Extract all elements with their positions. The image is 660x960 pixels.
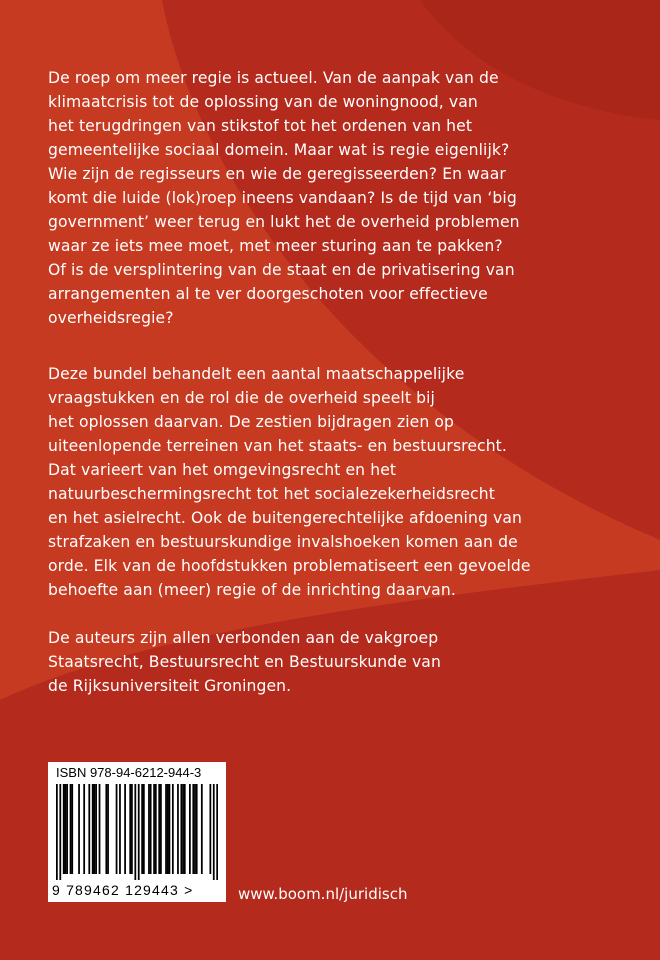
text-line: vraagstukken en de rol die de overheid speelt bij: [48, 389, 435, 407]
barcode-bar: [180, 784, 182, 874]
barcode-bar: [56, 784, 58, 880]
text-line: arrangementen al te ver doorgeschoten voor effectieve: [48, 285, 488, 303]
text-line: het oplossen daarvan. De zestien bijdragen zien op: [48, 413, 455, 431]
isbn-digits: 9 789462 129443 >: [52, 882, 194, 898]
barcode-bar: [94, 784, 96, 874]
paragraph-intro: [48, 66, 628, 330]
barcode-bar: [172, 784, 174, 874]
text-line: en het asielrecht. Ook de buitengerechtelijke afdoening van: [48, 509, 522, 527]
text-line: het terugdringen van stikstof tot het ordenen van het: [48, 117, 473, 135]
barcode-bar: [59, 784, 61, 880]
text-line: Of is de versplintering van de staat en de privatisering van: [48, 261, 515, 279]
publisher-url[interactable]: www.boom.nl/juridisch: [238, 885, 408, 903]
text-line: klimaatcrisis tot de oplossing van de woningnood, van: [48, 93, 478, 111]
text-line: orde. Elk van de hoofdstukken problematiseert een gevoelde: [48, 557, 531, 575]
barcode-bar: [63, 784, 65, 874]
barcode-bar: [78, 784, 80, 874]
barcode-bar: [65, 784, 67, 874]
barcode-bar: [129, 784, 131, 874]
barcode-bar: [70, 784, 72, 874]
barcode-bar: [141, 784, 143, 874]
text-line: Wie zijn de regisseurs en wie de geregisseerden? En waar: [48, 165, 506, 183]
barcode-bar: [192, 784, 194, 874]
barcode-bar: [83, 784, 85, 874]
barcode-bar: [99, 784, 101, 874]
text-line: waar ze iets mee moet, met meer sturing aan te pakken?: [48, 237, 503, 255]
paragraph-authors: [48, 626, 628, 698]
barcode-bar: [194, 784, 196, 874]
barcode-bar: [158, 784, 160, 874]
barcode-bar: [148, 784, 150, 874]
barcode-bar: [196, 784, 198, 874]
text-line: Deze bundel behandelt een aantal maatschappelijke: [48, 365, 465, 383]
barcode-bar: [71, 784, 73, 874]
barcode-bar: [124, 784, 126, 874]
text-line: natuurbeschermingsrecht tot het socialezekerheidsrecht: [48, 485, 495, 503]
text-line: Staatsrecht, Bestuursrecht en Bestuurskunde van: [48, 653, 441, 671]
text-line: government’ weer terug en lukt het de overheid problemen: [48, 213, 520, 231]
barcode-bar: [169, 784, 171, 874]
barcode-bar: [155, 784, 157, 874]
text-line: strafzaken en bestuurskundige invalshoeken komen aan de: [48, 533, 518, 551]
barcode-bar: [189, 784, 191, 874]
text-line: gemeentelijke sociaal domein. Maar wat is regie eigenlijk?: [48, 141, 510, 159]
barcode-bar: [119, 784, 121, 874]
text-line: uiteenlopende terreinen van het staats- en bestuursrecht.: [48, 437, 507, 455]
barcode-bar: [177, 784, 179, 874]
barcode-bar: [182, 784, 184, 874]
barcode-bar: [150, 784, 152, 874]
barcode-bar: [131, 784, 133, 874]
barcode-bar: [184, 784, 186, 874]
barcode-bar: [209, 784, 211, 874]
barcode-bar: [92, 784, 94, 874]
isbn-barcode: [48, 762, 226, 902]
barcode-bar: [105, 784, 107, 874]
barcode-bar: [216, 784, 218, 880]
barcode-bar: [138, 784, 140, 880]
barcode-bar: [167, 784, 169, 874]
barcode-bar: [88, 784, 90, 874]
barcode-bars: [56, 784, 218, 880]
paragraph-contents: [48, 362, 628, 602]
barcode-bar: [95, 784, 97, 874]
barcode-bar: [66, 784, 68, 874]
barcode-bar: [153, 784, 155, 874]
barcode-bar: [134, 784, 136, 880]
text-line: komt die luide (lok)roep ineens vandaan? Is de tijd van ‘big: [48, 189, 517, 207]
barcode-bar: [201, 784, 203, 874]
text-line: overheidsregie?: [48, 309, 174, 327]
text-line: De auteurs zijn allen verbonden aan de vakgroep: [48, 629, 439, 647]
barcode-bar: [165, 784, 167, 874]
barcode-bar: [143, 784, 145, 874]
text-line: behoefte aan (meer) regie of de inrichting daarvan.: [48, 581, 456, 599]
barcode-bar: [107, 784, 109, 874]
text-line: de Rijksuniversiteit Groningen.: [48, 677, 292, 695]
text-line: De roep om meer regie is actueel. Van de aanpak van de: [48, 69, 499, 87]
barcode-bar: [160, 784, 162, 874]
barcode-bar: [213, 784, 215, 880]
barcode-bar: [116, 784, 118, 874]
text-line: Dat varieert van het omgevingsrecht en het: [48, 461, 397, 479]
isbn-label: ISBN 978-94-6212-944-3: [56, 765, 202, 780]
